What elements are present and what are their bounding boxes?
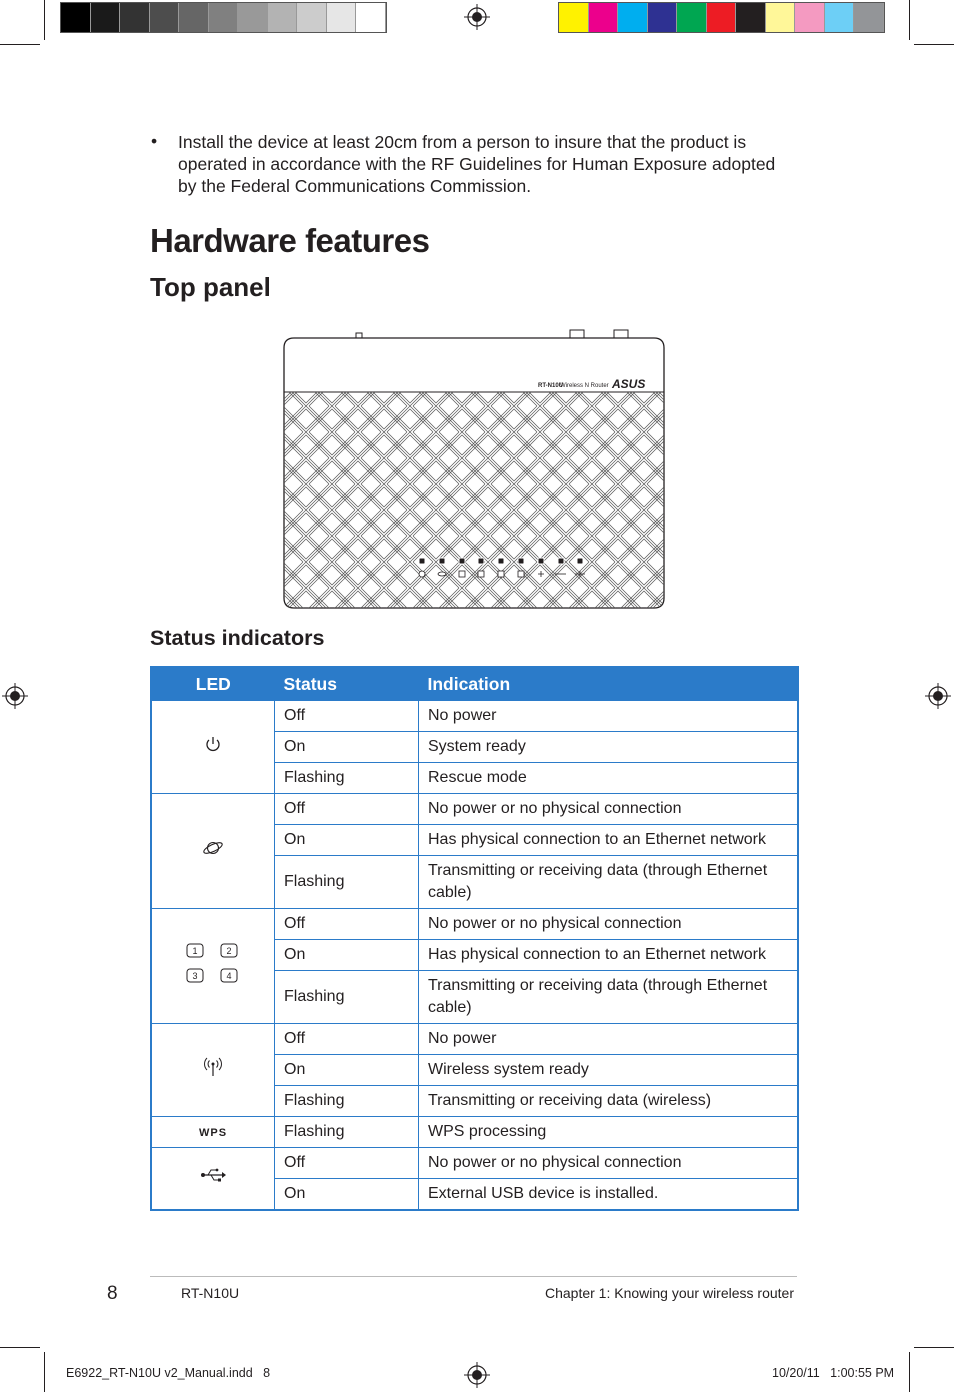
wireless-icon [203,1056,223,1078]
table-row [151,1117,798,1148]
color-swatch [238,3,268,32]
status-cell: Off [275,909,419,940]
status-cell: On [275,1179,419,1211]
power-icon [203,734,223,754]
indication-cell: Rescue mode [419,763,799,794]
status-cell: Flashing [275,856,419,909]
wps-icon: WPS [198,1126,228,1139]
color-swatch [854,3,884,32]
status-cell: Flashing [275,1117,419,1148]
indication-cell: Wireless system ready [419,1055,799,1086]
subsection-heading: Status indicators [150,626,325,650]
color-swatch [297,3,327,32]
lan-port-label: 4 [226,970,232,981]
color-swatch [795,3,825,32]
color-swatch [589,3,619,32]
status-cell: On [275,825,419,856]
registration-mark-icon [464,1362,490,1388]
footer-divider [150,1276,797,1277]
status-cell: Off [275,1024,419,1055]
color-swatch [209,3,239,32]
bullet-marker: • [151,131,158,151]
led-cell-power [151,701,275,794]
indication-cell: No power or no physical connection [419,909,799,940]
led-cell-lan [151,909,275,1024]
led-cell-usb [151,1148,275,1211]
asus-logo: ASUS [612,377,646,391]
footer-chapter: Chapter 1: Knowing your wireless router [544,1285,794,1301]
color-swatch [150,3,180,32]
indication-cell: Transmitting or receiving data (wireless) [419,1086,799,1117]
crop-mark [914,44,954,45]
table-row [151,1024,798,1055]
grayscale-bar [60,2,387,33]
status-cell: Off [275,1148,419,1179]
status-cell: On [275,732,419,763]
lan-port-label: 3 [192,970,198,981]
lan-port-label: 2 [226,945,232,956]
status-cell: Flashing [275,971,419,1024]
crop-mark [0,44,40,45]
indication-cell: External USB device is installed. [419,1179,799,1211]
registration-mark-icon [925,683,951,709]
color-swatch [707,3,737,32]
column-header-led: LED [151,667,275,701]
slug-date: 10/20/11 1:00:55 PM [772,1366,895,1380]
led-cell-wps [151,1117,275,1148]
column-header-status: Status [275,667,419,701]
color-swatch [268,3,298,32]
indication-cell: Has physical connection to an Ethernet network [419,825,799,856]
led-cell-wireless [151,1024,275,1117]
color-swatch [736,3,766,32]
color-swatch [61,3,91,32]
crop-mark [0,1347,40,1348]
crop-mark [909,0,910,40]
color-swatch [120,3,150,32]
indication-cell: Transmitting or receiving data (through Ethernet cable) [419,971,799,1024]
color-swatch [559,3,589,32]
indication-cell: WPS processing [419,1117,799,1148]
indication-cell: No power or no physical connection [419,794,799,825]
device-model-label: RT-N10U [538,383,564,389]
status-cell: Off [275,794,419,825]
color-swatch [825,3,855,32]
indication-cell: No power [419,1024,799,1055]
color-swatch [356,3,386,32]
page-number: 8 [107,1283,118,1304]
color-bar [558,2,885,33]
color-swatch [327,3,357,32]
crop-mark [914,1347,954,1348]
registration-mark-icon [464,4,490,30]
crop-mark [44,0,45,40]
usb-icon [200,1167,226,1183]
table-row [151,909,798,940]
indication-cell: Transmitting or receiving data (through Ethernet cable) [419,856,799,909]
color-swatch [648,3,678,32]
color-swatch [766,3,796,32]
color-swatch [91,3,121,32]
status-cell: Flashing [275,763,419,794]
indication-cell: No power [419,701,799,732]
led-cell-internet [151,794,275,909]
status-cell: Off [275,701,419,732]
status-indicators-table [150,666,799,1211]
status-cell: Flashing [275,1086,419,1117]
status-cell: On [275,940,419,971]
color-swatch [179,3,209,32]
led-row [419,558,583,564]
crop-mark [909,1352,910,1392]
color-swatch [677,3,707,32]
lan-port-label: 1 [192,945,198,956]
safety-note: Install the device at least 20cm from a person to insure that the product is operated in accordance with the RF Guidelines for Human Exposure adopted by the Federal Communications Commission. [178,132,776,196]
slug-filename: E6922_RT-N10U v2_Manual.indd 8 [66,1366,271,1380]
internet-icon [201,838,225,858]
table-row [151,794,798,825]
crop-mark [44,1352,45,1392]
table-row [151,1148,798,1179]
indication-cell: System ready [419,732,799,763]
page-title: Hardware features [150,222,430,259]
router-top-panel-illustration [280,328,668,612]
indication-cell: No power or no physical connection [419,1148,799,1179]
column-header-indication: Indication [419,667,799,701]
device-model-desc: Wireless N Router [560,383,609,389]
footer-model: RT-N10U [181,1285,240,1301]
color-swatch [618,3,648,32]
status-cell: On [275,1055,419,1086]
section-heading: Top panel [150,272,271,302]
indication-cell: Has physical connection to an Ethernet network [419,940,799,971]
lan-ports-icon [183,940,243,986]
table-row [151,701,798,732]
registration-mark-icon [2,683,28,709]
